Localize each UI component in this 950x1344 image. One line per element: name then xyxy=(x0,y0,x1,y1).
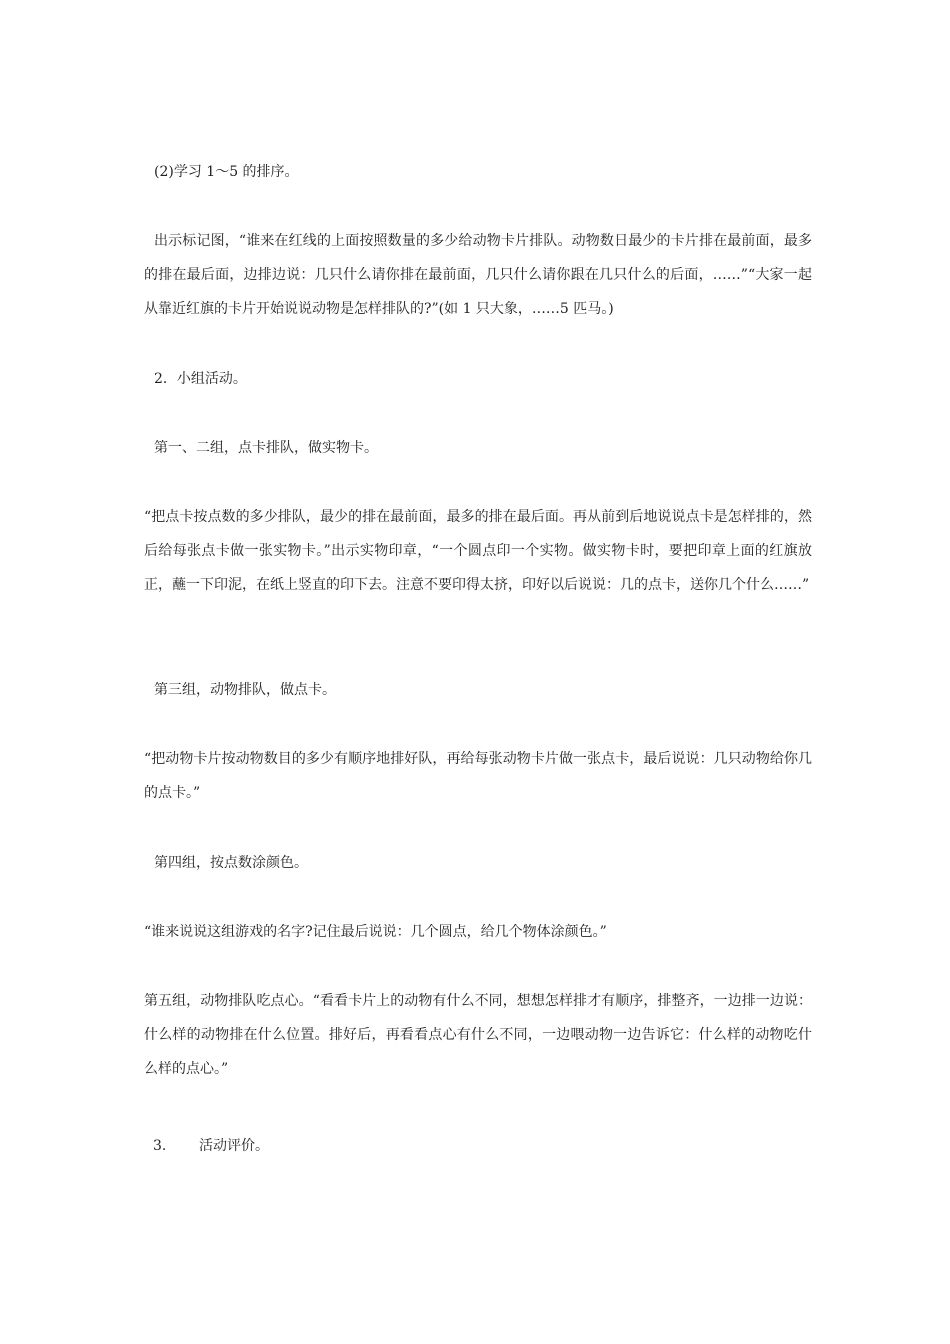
paragraph-group-5: 第五组，动物排队吃点心。“看看卡片上的动物有什么不同，想想怎样排才有顺序，排整齐，一边排一边说：什么样的动物排在什么位置。排好后，再看看点心有什么不同，一边喂动物一边告诉它：什么样的动物吃什么样的点心。” xyxy=(144,993,812,1077)
paragraph-sorting-heading: (2)学习 1～5 的排序。 xyxy=(154,164,299,180)
paragraph-group-4-instructions: “谁来说说这组游戏的名字?记住最后说说：几个圆点，给几个物体涂颜色。” xyxy=(144,924,607,940)
item-number: 3. xyxy=(153,1138,167,1154)
paragraph-group-3: 第三组，动物排队，做点卡。 xyxy=(154,682,336,698)
paragraph-group-1-2: 第一、二组，点卡排队，做实物卡。 xyxy=(154,440,378,456)
item-text: 活动评价。 xyxy=(199,1138,269,1154)
paragraph-show-chart: 出示标记图，“谁来在红线的上面按照数量的多少给动物卡片排队。动物数日最少的卡片排在最前面，最多的排在最后面，边排边说：几只什么请你排在最前面，几只什么请你跟在几只什么的后面，……”“大家一起从靠近红旗的卡片开始说说动物是怎样排队的?”(如 1 只大象，……5 匹马。) xyxy=(144,233,812,317)
paragraph-group-4: 第四组，按点数涂颜色。 xyxy=(154,855,308,871)
paragraph-group-1-2-instructions: “把点卡按点数的多少排队，最少的排在最前面，最多的排在最后面。再从前到后地说说点卡是怎样排的，然后给每张点卡做一张实物卡。”出示实物印章，“一个圆点印一个实物。做实物卡时，要把印章上面的红旗放正，蘸一下印泥，在纸上竖直的印下去。注意不要印得太挤，印好以后说说：几的点卡，送你几个什么……” xyxy=(144,509,812,593)
paragraph-group-activity-heading: 2．小组活动。 xyxy=(154,371,247,387)
paragraph-group-3-instructions: “把动物卡片按动物数目的多少有顺序地排好队，再给每张动物卡片做一张点卡，最后说说：几只动物给你几的点卡。” xyxy=(144,751,812,801)
list-item-activity-evaluation xyxy=(153,1129,269,1163)
